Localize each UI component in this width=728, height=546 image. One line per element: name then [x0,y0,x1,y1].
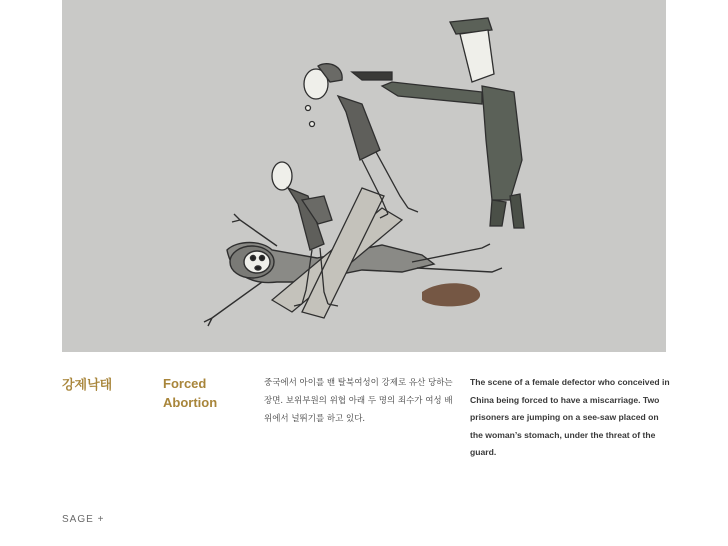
korean-title: 강제낙태 [62,378,113,393]
blood-pool [422,283,480,306]
illustration-drawing [62,0,666,352]
forced-abortion-illustration [62,0,666,352]
english-title [163,374,243,412]
english-title-line-1: Forced [163,376,207,391]
english-title-line-2: Abortion [163,395,218,410]
english-description: The scene of a female defector who conceived in China being forced to have a miscarriage. Two prisoners are jumping on a see-saw placed on the woman’s stomach, under the threat of the guard. [470,377,670,457]
korean-description: 중국에서 아이를 밴 탈북여성이 강제로 유산 당하는 장면. 보위부원의 위협 아래 두 명의 죄수가 여성 배 위에서 널뛰기를 하고 있다. [264,378,453,424]
footer-label: SAGE + [62,514,105,525]
